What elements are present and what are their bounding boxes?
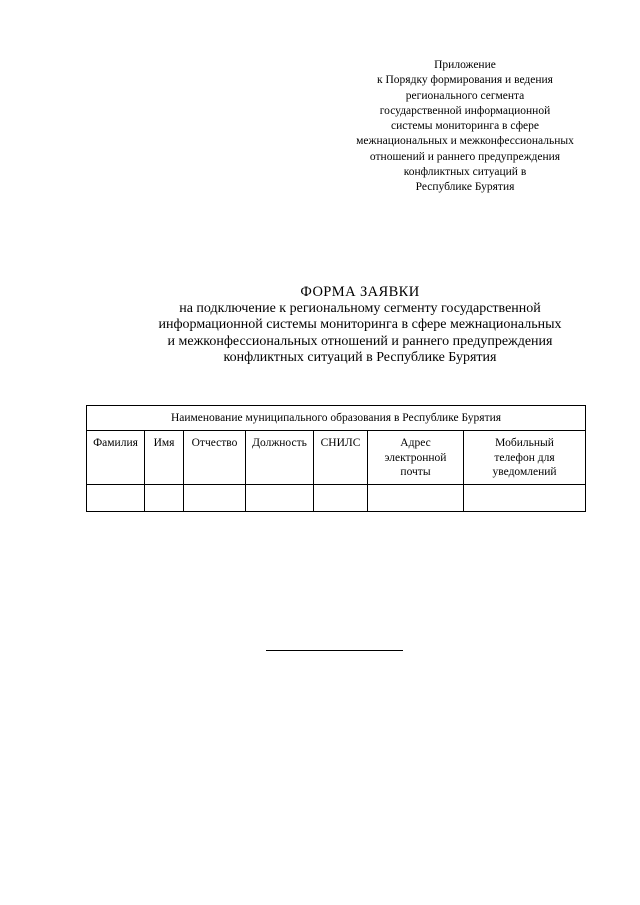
table-cell bbox=[87, 485, 145, 512]
appendix-line: государственной информационной bbox=[379, 104, 551, 117]
column-position bbox=[246, 431, 314, 485]
table-column-row bbox=[87, 431, 586, 485]
column-patronymic bbox=[184, 431, 246, 485]
column-label-line: Адрес bbox=[400, 437, 431, 449]
form-title: ФОРМА ЗАЯВКИ bbox=[300, 284, 420, 300]
municipality-header-cell: Наименование муниципального образования в Республике Бурятия bbox=[87, 406, 586, 431]
appendix-line: отношений и раннего предупреждения bbox=[369, 150, 561, 163]
column-label-line: уведомлений bbox=[492, 466, 557, 478]
table-row bbox=[87, 485, 586, 512]
column-label-line: электронной bbox=[384, 451, 447, 464]
column-label: Имя bbox=[153, 437, 175, 449]
column-snils bbox=[314, 431, 368, 485]
table-cell bbox=[246, 485, 314, 512]
appendix-block bbox=[330, 58, 600, 196]
column-label: СНИЛС bbox=[320, 437, 361, 449]
table-header-row bbox=[87, 406, 586, 431]
column-label-line: почты bbox=[400, 466, 431, 478]
appendix-line: к Порядку формирования и ведения bbox=[377, 74, 553, 87]
form-subtitle-line: на подключение к региональному сегменту государственной bbox=[179, 300, 541, 316]
form-heading bbox=[80, 284, 640, 367]
table-cell bbox=[464, 485, 586, 512]
appendix-line: Республике Бурятия bbox=[415, 181, 515, 194]
column-mobile-phone bbox=[464, 431, 586, 485]
column-surname bbox=[87, 431, 145, 485]
appendix-line: конфликтных ситуаций в bbox=[403, 166, 527, 179]
appendix-line: регионального сегмента bbox=[405, 89, 525, 102]
appendix-line: системы мониторинга в сфере bbox=[390, 120, 540, 133]
column-label-line: телефон для bbox=[494, 451, 555, 464]
column-name bbox=[145, 431, 184, 485]
closing-divider-line bbox=[266, 650, 403, 651]
column-label-line: Мобильный bbox=[495, 437, 554, 449]
appendix-line: Приложение bbox=[434, 59, 496, 71]
appendix-line: межнациональных и межконфессиональных bbox=[356, 135, 574, 148]
application-table bbox=[86, 405, 586, 512]
column-label: Отчество bbox=[191, 437, 238, 449]
table-cell bbox=[184, 485, 246, 512]
column-label: Должность bbox=[252, 437, 307, 449]
column-email bbox=[368, 431, 464, 485]
form-subtitle-line: информационной системы мониторинга в сфере межнациональных bbox=[158, 317, 562, 333]
form-subtitle-line: конфликтных ситуаций в Республике Бурятия bbox=[223, 350, 497, 366]
column-label: Фамилия bbox=[93, 437, 138, 449]
form-subtitle-line: и межконфессиональных отношений и раннего предупреждения bbox=[167, 333, 553, 349]
table-cell bbox=[368, 485, 464, 512]
table-cell bbox=[314, 485, 368, 512]
table-cell bbox=[145, 485, 184, 512]
